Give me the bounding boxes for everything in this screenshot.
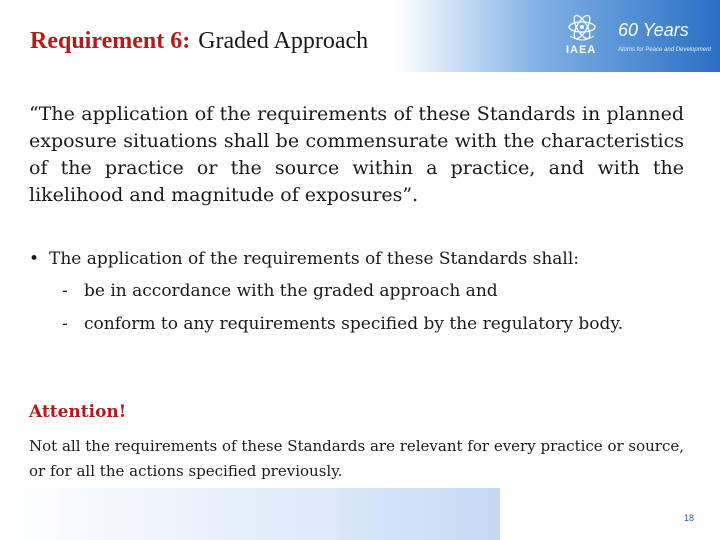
sub-item-text: conform to any requirements specified by the regulatory body.: [84, 314, 624, 334]
bullet-text: The application of the requirements of these Standards shall:: [49, 249, 580, 269]
sub-item: [62, 312, 702, 336]
atom-emblem-icon: [565, 10, 599, 44]
sub-item: [62, 279, 702, 303]
iaea-60-years-logo: [563, 8, 712, 60]
attention-heading: Attention!: [29, 402, 127, 422]
page-title: [30, 27, 368, 55]
footer-band: [0, 488, 500, 540]
sub-item-marker: -: [62, 281, 68, 301]
logo-anniversary: 60 Years: [618, 20, 689, 40]
title-text: Graded Approach: [198, 28, 369, 54]
sub-item-text: be in accordance with the graded approach and: [84, 281, 498, 301]
logo-org-name: IAEA: [566, 44, 597, 56]
title-requirement-label: Requirement 6:: [30, 28, 191, 54]
attention-text: Not all the requirements of these Standards are relevant for every practice or source, or for all the actions specified previously.: [29, 437, 685, 480]
bullet-item: [29, 247, 689, 271]
requirement-quote: “The application of the requirements of these Standards in planned exposure situations shall be commensurate with the characteristics of the practice or the source within a practice, and with the likelihood and magnitude of exposures”.: [29, 103, 684, 206]
page-number: 18: [684, 513, 695, 523]
logo-tagline: Atoms for Peace and Development: [618, 47, 712, 53]
sub-item-marker: -: [62, 314, 68, 334]
bullet-marker: •: [29, 249, 40, 269]
